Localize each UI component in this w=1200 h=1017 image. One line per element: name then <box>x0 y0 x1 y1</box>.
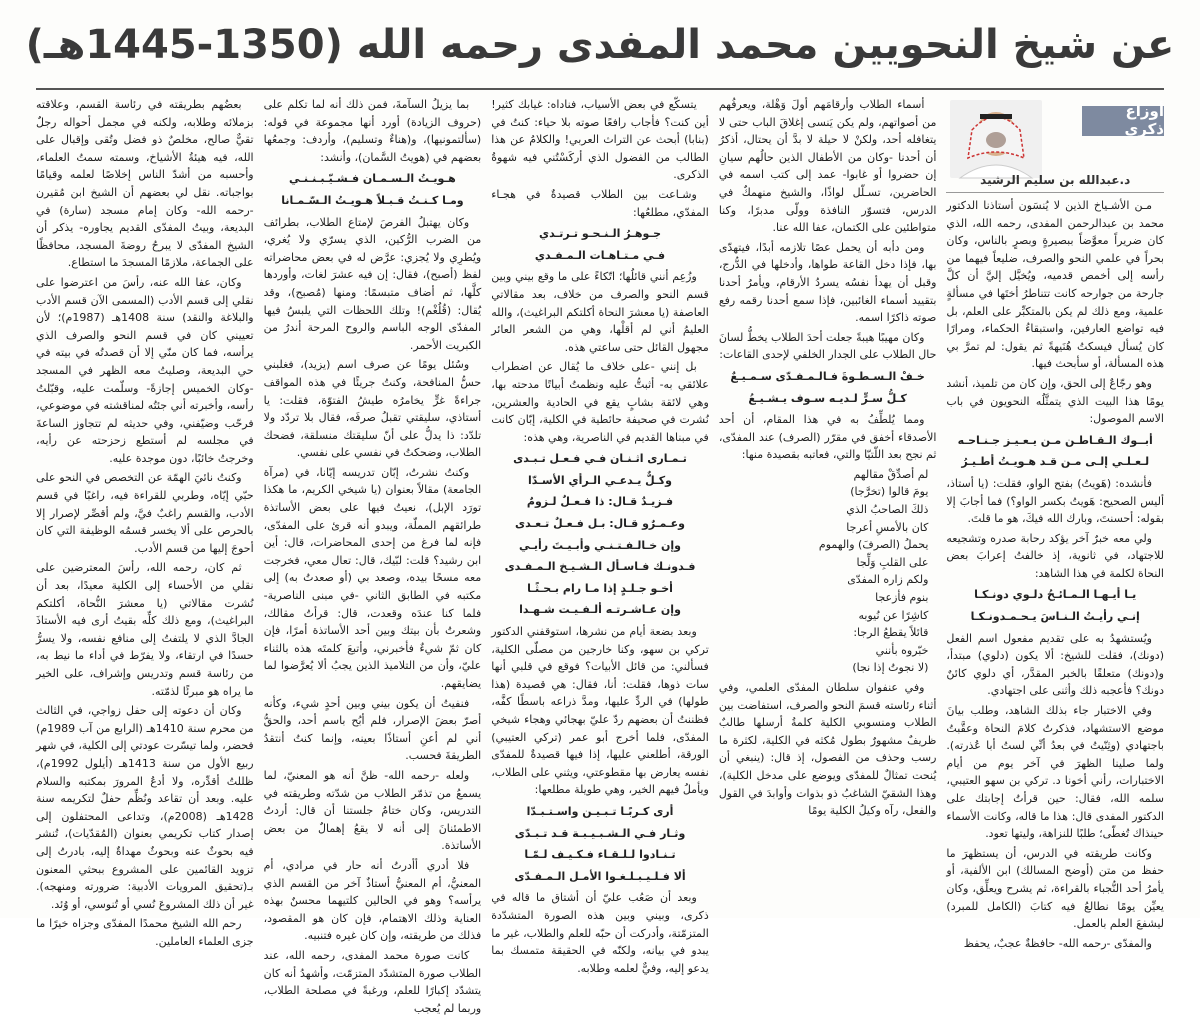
paragraph: مـن الأشـياخ الذين لا يُنسَون أستاذنا الدكتور محمد بن عبدالرحمن المفدى، رحمه الله، الذي كان ضريراً معوَّضاً ببصيرةٍ وبصرٍ بالناس، وكان بحراً في علمي النحو والصرف، ضليعاً فيهما من رأسه إلى أخمص قدميه، ويُخيَّل إليَّ أن كلَّ جارحة من جوارحه كانت تتناطرُ أختَها في مسألةٍ علمية، ومع ذلك لم يكن بالمتكبِّر على العلم، بل فيه تواضع العارفين، واستبقاءُ الحكماء، ومرارًا كان يُسأل فيسكتُ هُنَيهةً ثم يقول: لم تمرَّ بي هذه المسألة، أو سأبحث فيها. <box>946 199 1164 371</box>
verse-line: تـنـادوا لـلـقـاء فـكـيـف لـمّـا <box>524 848 676 862</box>
paragraph: وفي الاختبار جاء بذلك الشاهد، وطلب بيانَ موضع الاستشهاد، فذكرتُ كلامَ النحاة وعقَّبتُ باجتهادي (وثِنّيتُ في بعدُ أنِّي لستُ أبا عُذرته). ولما صلينا الظهرَ في آخر يوم من أيام الاختبارات، رأني أخونا د. تركي بن سهو العتيبي، سلمه الله، فقال: حين قرأتُ إجابتك على الدكتور المفدى قال: هذا ما قاله، وكانت الأسماء حينذاك تُغطّى؛ طلبًا للنزاهة، وليتها تعود. <box>946 704 1164 841</box>
paragraph: ومما يُلطِّفُ به في هذا المقام، أن أحد الأصدقاء أخفق في مقرّر (الصرف) عند المفدّى، ثم نجح بعد اللّتيّا والتي، فعاتبه بقصيدة منها: <box>718 413 937 462</box>
poem-line: كاشِرًا عن نُيوبه <box>858 608 929 622</box>
author-box <box>946 96 1164 193</box>
paragraph: وكان، عفا الله عنه، رأسَ من اعترضوا على نقلي إلى قسم الأدب (المسمى الآن قسم الأدب والبلاغة والنقد) سنة 1408هـ (1987م)؛ لأن تعييني كان في قسم النحو والصرف الذي يرأسه، فما كان منّي إلا أن قصدتُه في بيته في حي البديعة، وصليتُ معه الظهر في المسجد -وكان الخميس إجازةً- وسلّمت عليه، وقبّلتُ رأسه، وأخبرته أني جئتُه لمناقشته في موضوعي، فرحّب وضيّفني، وفي حديثه لم تتجاوز الساعةَ في مجلسه لم أستطع زحزحته عن رأيه، وخرجتُ خائبًا، دون موجدة عليه. <box>36 275 254 465</box>
column-5 <box>36 96 254 948</box>
paragraph: فلا أدري أأدرتُ أنه حار في مرادي، أم المعنيُّ، أم المعنيُّ أستاذٌ آخر من القسم الذي يرأسه؟ وهو في الحالين كلتيهما محسنٌ بهذه العناية وذلك الاهتمام، فإن كان هو المقصود، فذلك من طريقته، وإن كان غيره فتنبيه. <box>263 858 482 943</box>
paragraph: وفي عنفوان سلطان المفدّى العلمي، وفي أثناء رئاسته قسمَ النحو والصرف، استفاضت بين الطلاب ومنسوبي الكلية كلمةُ أرسلها طالبٌ ظريفٌ مشهورٌ بطول مُكثه في الكلية، لكثرة ما رسب وحذف من الفصول، إذ قال: (ينبغي أن يُنحت تمثالٌ للمفدّى ويوضع على مدخل الكلية)، وهذا الشقيّ الشاغبُ ذو بذوات وأوابدَ في القول والفعل، رآه وكيلُ الكلية يومًا <box>718 681 937 818</box>
column-label: أوزاع ذكرى <box>1082 106 1164 136</box>
poem <box>727 466 929 677</box>
paragraph: وبعد بضعة أيام من نشرها، استوقفني الدكتور تركي بن سهو، وكنا خارجين من مصلّى الكلية، فسألني: من قائل الأبيات؟ فوقع في قلبي أنها سات ذوها، فقلت: أنا، فقال: هي قصيدة (هذا طولها) في الردِّ عليها، ومدَّ ذراعه باسطًا كفَّه، فظننتُ أن بعضهم ردّ عليّ بهجائي وهجاء شيخي المفدّى، فلما أخرج أبو عمر (تركي العتيبي) الورقة، أطلعني عليها، إذا فيها قصيدةٌ للمفدّى نفسه يعارض بها مقطوعتي، ويثني على الطلاب، ويأملُ فيهم الخير، وهي طويلة مطلعها: <box>491 625 709 797</box>
paragraph: وهو رجّاعٌ إلى الحق، وإن كان من تلميذ، أنشد يومًا هذا البيت الذي يتمثَّلُه النحويون في باب الاسم الموصول: <box>946 376 1164 426</box>
poem-line: بنوم فأزعجا <box>875 591 929 605</box>
poem-line: ذلكَ الصاحبُ الذي <box>846 503 929 517</box>
headline-rule <box>36 88 1164 90</box>
paragraph: بما يزيلُ السآمةَ، فمن ذلك أنه لما تكلم على (حروف الزيادة) أورد أنها مجموعة في قوله: (سألتمونيها)، و(هناءٌ وتسليم)، وأردف: وجمعُها بعضهم في (هويتُ السَّمان)، وأنشد: <box>263 98 482 164</box>
headline: عن شيخ النحويين محمد المفدى رحمه الله (1350-1445هـ) <box>25 22 1175 68</box>
verse-line: ألا فـلـيـبـلـغـوا الأمـل الـمـفـدّى <box>514 869 686 883</box>
verse-line: خـفْ الـسـطـوةَ فـالـمـفـدّى سـمـيـعٌ <box>730 369 925 383</box>
paragraph: يتسكّع في بعض الأسياب، فناداه: غيابك كثير! أين كنت؟ فأجاب رافعًا صوته بلا حياء: كنتُ في (بنابا) أبحث عن التراث العربي! والكلامُ عن هذا الطالب من الفضول الذي أركَسْتُني فيه شهوةُ الذكرى. <box>491 98 709 182</box>
paragraph: ولعله -رحمه الله- ظنَّ أنه هو المعنيّ، لما يسمعُ من تذمّر الطلاب من شدّته وطريقته في التدريس، وكان ختامُ جلستنا أن قال: أردتُ الاطمئنانَ إلى أنه لا يقعُ إهمالٌ من بعض الأساتذة. <box>263 768 482 853</box>
verse-line: وثـار فـي الـشـبـيـبـة قـد تـبـدّى <box>514 826 686 840</box>
column-2 <box>719 96 937 910</box>
column-1 <box>946 96 1164 950</box>
column-3 <box>491 96 709 975</box>
verse-line: ومـا كـنـتُ قـبـلاً هـويـتُ الـسّـمـانا <box>281 193 464 207</box>
paragraph: وبعد أن صَعُب عليّ أن أشتاق ما قاله في ذكرى، وبيني وبين هذه الصورة المتشدّدة المتزمّتة، وأدركت أن حبّه للعلم والطلاب، غير ما يبدو في بيانه، ولكنّه في الحقيقة متمسك بما يدعو إليه، وفيٌّ لعلمه وطلابه. <box>491 891 709 975</box>
verse-line: وإن عـاشـرتـه ألـفـيـت شـهـدا <box>519 603 681 617</box>
verse-line: أخـو جـلـدٍ إذا مـا رام بـحـثًـا <box>527 581 673 595</box>
column-1-text <box>946 197 1164 952</box>
paragraph: فنفيتُ أن يكون بيني وبين أحدٍ شيء، وكأنه أصرّ بعضَ الإصرار، فلم أبُح باسم أحد، والحقُّ أني لم أعنِ أستاذًا بعينه، وإنما كنتُ أنتقدُ الطريقةَ فحسب. <box>263 696 482 763</box>
verse-line: فـدونـك فـاسـأل الـشـيـخ الـمـفـدى <box>504 560 696 574</box>
verse-line: أبــوك الـقـاطـن مـن يـعـيـز جـنـاحـه <box>957 433 1153 447</box>
author-portrait <box>950 100 1042 178</box>
poem-line: قائلاً يقطعُ الرجا: <box>853 626 929 640</box>
verse-line: فـزيـدٌ قـال: ذا فـعـلٌ لـزومٌ <box>526 495 674 509</box>
poem-line: كان بالأمسِ أعرجا <box>846 520 929 534</box>
poem-line: خبّروه بأنني <box>875 643 929 657</box>
poem-line: ولكم زاره المفدّى <box>847 573 929 587</box>
verse-line: هـويـتُ الـسـمـان فـشـيّـبـنـنـي <box>289 172 456 186</box>
verse-line: جـوهـرُ الـنـحـو تـرتـدي <box>539 227 662 241</box>
verse-line: تـمـارى اثـنـان فـي فـعـل تـبـدى <box>513 452 687 466</box>
paragraph: كانت صورة محمد المفدى، رحمه الله، عند الطلاب صورة المتشدّد المتزمّت، وأشهدُ أنه كان يتشدّد إكبارًا للعلم، ورغبةً في مصلحة الطلاب، وربما لم يُعجب <box>263 948 482 1015</box>
poem-line: لم أصدِّقْ مقالهم <box>853 467 929 481</box>
paragraph: وشـاعت بين الطلاب قصيدةٌ في هجـاء المفدّي، مطلعُها: <box>491 187 709 219</box>
paragraph: وزُعِم أنني قائلُها؛ اتّكاءً على ما وقع بيني وبين قسم النحو والصرف من خلاف، بعد مقالاتي العاصفة (يا معشرَ النحاة أكلتكم البراغيث)، والله العليمُ أني لم أقلْها، وهي من الشعر العائر مجهول القائل حتى ساعتي هذه. <box>491 270 709 354</box>
paragraph: ومن دأبه أن يحمل عصًا تلازمه أبدًا، فيتهدّى بها، فإذا دخل القاعة طواها، وأدخلها في الدُّرج، وقبل أن يهدأ نفسُه يسردُ الأرقام، ويأمرُ أحدنا بتقييد أسماء الغائبين، فإذا سمع أحدنا رقمه رفع صوته ذاكرًا اسمه. <box>718 240 937 325</box>
paragraph: وكان مهيبًا هيبةً جعلت أحدَ الطلاب يخطُّ لسانَ حال الطلاب على الجدار الخلفي لإحدى القاعات: <box>718 330 937 362</box>
author-photo-icon <box>950 100 1042 178</box>
paragraph: ويُستشهدُ به على تقديم مفعول اسم الفعل (دونك)، فقلت للشيخ: ألا يكون (دلوي) مبتدأ، و(دونك) متعلقًا بالخبر المقدَّر، أي دلوي كائنٌ دونك؟ فأعجبه ذلك وأثنى على اجتهادي. <box>946 631 1164 698</box>
paragraph: وسُئل يومًا عن صرف اسم (يزيد)، فغلبني حسُّ المنافحة، وكنتُ جريئًا في هذه المواقف جراءةً غرٍّ يخامرُه طيشُ الفتوّة، فقلت: يا أستاذي، سليقتي تقبلُ صرفَه، فقال بلا تردّد ولا تلدّد: ذا يدلُّ على أنّ سليقتك منسلقة، فضحك الطلاب، وضحكتُ في نفسي على نفسي. <box>263 358 482 460</box>
paragraph: وكانت طريقته في الدرس، أن يستظهرَ ما حفظ من متن (أوضح المسالك) ابن الألفية، أو يأمرُ أحد النُّجباء بالقراءة، ثم يشرح ويعلِّق، وكان يعيِّن يومًا نطالعُ فيه كتابَ (الكامل للمبرد) ليشفعَ العلم بالعمل. <box>946 846 1164 931</box>
paragraph: بعضُهم بطريقته في رئاسة القسم، وعلاقته بزملائه وطلابه، ولكنه في مجمل أحواله رجلٌ تقيٌّ صالح، مخلصٌ ذو فضل وتُقى وإقبال على الله، فيه هيئةُ الأشياخ، وسمته سمتُ العلماء، وأحسبه من أشدّ الناس إخلاصًا لعلمه وقيامًا بواجباته. نقل لي بعضهم أن الشيخ ابن مُقيرن -رحمه الله- وكان إمام مسجد (سارة) في البديعة، وبيتُ المفدّى القديم يجاوره- يذكر أن الشيخ المفدّى لا يبرحُ روضةَ المسجد، محافظًا على الجماعة، ملازمًا المسجدَ ما استطاع. <box>36 98 254 270</box>
paragraph: وكان أن دعوته إلى حفل زواجي، في الثالث من محرم سنة 1410هـ (الرابع من آب 1989م) فحضر، ولما تيسّرت عودتي إلى الكلية، في شهر ربيع الأول من سنة 1413هـ (أيلول 1992م)، ظللتُ أقدِّره، ولا أدعُ المرورَ بمكتبه والسلام عليه. وبعد أن تقاعد ونُظِّم حفلٌ لتكريمه سنة 1428هـ (2008م)، وتداعى المحتفلون إلى إصدار كتاب تكريمي بعنوان (المُقدّيات)، تُنشر فيه بحوثٌ عنه وبحوثٌ مهداةٌ إليه، بادرتُ إلى تزويد القائمين على المشروع ببحثي المعنون بـ(تحقيق المرويات الأدبية: ضرورته ومنهجه). غير أن ذلك المشروعَ نُسي أو تُنوسي، أو وُئد. <box>36 704 254 911</box>
paragraph: وكان يهتبلُ الفرصَ لإمتاع الطلاب، بطرائف من الضرب الرُّكين، الذي يسرّي ولا يُغري، ويُطرِي ولا يُجزي: عرَّض له في بعض محاضراته لفظ (أصبح)، فقال: إن فيه عشرَ لغات، وأوردها كلَّها، ثم أضاف متبسمًا: ومنها (مُصبح)، وقد يُقال: (قُلُغْم)! وتلك اللحظات التي يلبسُ فيها المفدّى الوجه الباسم والروح المرحة أندرُ من الكبريت الأحمر. <box>263 215 482 352</box>
verse-line: إنـي رأيـتُ الـنـاسَ يـحـمـدونـكـا <box>970 610 1140 624</box>
paragraph: رحم الله الشيخ محمدًا المفدّى وجزاه خيرًا ما جزى العلماء العاملين. <box>36 917 254 948</box>
verse-line: وعـمـرٌو قـال: بـل فـعـلٌ تـعـدى <box>514 517 686 531</box>
paragraph: ثم كان، رحمه الله، رأسَ المعترضين على نقلي من الأحساء إلى الكلية معيدًا، بعد أن نُشرت مقالاتي (يا معشرَ النُّحاة، أكلتكم البراغيث)، ومع ذلك كلِّه بقيتُ أرى فيه الأستاذَ الجادَّ الذي لا يلتفتُ إلى منافع نفسه، ولا يسرُّ حسدًا في ارتقاء، ولا يفرّط في أداء ما نيط به، من رئاسة قسم وتدريس وإشراف، على الخير ما يراه هو مبرئًا لذمّته. <box>36 561 254 698</box>
verse-line: لـعـلـي إلـى مـن قـد هـويـتُ أطـيـرُ <box>961 455 1150 469</box>
paragraph: وكنتُ نائيَ الهمّة عن التخصص في النحو على حبّي إيّاه، وطربي للقراءة فيه، راغبًا في قسم الأدب، والقسم راغبٌ فيَّ، ولم أقصِّر لإصرار إلا بالحرص على ألا يخسر قسمُه الوظيفة التي كان أحوجَ إليها من قسم الأدب. <box>36 471 254 555</box>
author-name: د.عبدالله بن سليم الرشيد <box>980 173 1131 188</box>
poem-line: يومَ قالوا (تخرَّجا) <box>850 485 929 499</box>
paragraph: وكنتُ نشرتُ، إبّان تدريسه إيّانا، في (مرآة الجامعة) مقالاً بعنوان (يا شيخي الكريم، ما هكذا تورَد الإبل)، نعيتُ فيها على بعض الأساتذة طرائقهم المملّة، ويبدو أنه قرئ على المفدّى، فإنه لما فرغ من إحدى المحاضرات، قال: أين ابن رشيد؟ قلت: لبّيك، قال: تعال معي، فخرجت معه مسحًا بيده، وصعد بي (أو صعدتُ به) إلى مكتبه في الطابق الثاني -في مبنى الناصرية- فلما كنا عندَه وقعدت، قال: قرأتُ مقالك، وشعرتُ بأن بيتك وبين أحد الأساتذة أمرًا، فإن كان ثمّ شيءٌ فأخبرني، وأتبعَ كلمتَه هذه بالثناء عليّ، وأن من التلاميذ الذين يجبُ ألا يُعرَّضوا لما يضايقهم. <box>263 465 482 690</box>
column-4 <box>263 96 482 1015</box>
paragraph: ولي معه خبرٌ آخر يؤكد رحابة صدره وتشجيعه للاجتهاد، في ثانوية، إذ خالفتُ إعرابَ بعض النحاة لكلمة في هذا الشاهد: <box>946 531 1164 580</box>
verse-line: وكـلٌّ يـدعـي الـرأي الأسـدّا <box>528 473 672 487</box>
poem-line: على القلبِ وَلِّجا <box>856 555 929 569</box>
paragraph: أسماء الطلاب وأرقامَهم أولَ وَهْلة، ويعرفُهم من أصواتهم، ولم يكن يَنسى إغلاقَ الباب حتى لا يتغافله أحد، ولكنْ لا حيلة لا بدَّ أن يحتال، أذكرُ أن أحدنا -وكان من الأطفال الذين حالُهم سيانِ إن حضروا أو غابوا- عمد إلى كتب اسمه في الحاضرين، تسـلّل لواذًا، والشيخ منهمكٌ في الدرس، فتسوّر النافذة وولّى مدبرًا، وكنا متواطئين على الكتمان، عفا الله عنا. <box>718 98 937 235</box>
verse-line: كـلُّ سـرٍّ لـديـه سـوف يـشـيـعُ <box>748 391 907 405</box>
poem-line: (لا نجوتُ إذا نجا) <box>852 661 929 675</box>
paragraph: فأنشده: (هَويتُ) بفتح الواو، فقلت: (يا أستاذ، أليس الصحيح: هَويتُ بكسر الواو؟) فما أجابَ إلا بقوله: أحسنتَ، وبارك الله فيكَ، هو ما قلتَ. <box>946 476 1164 526</box>
verse-line: فـي مـتـاهـات الـمـفـدي <box>534 248 666 262</box>
verse-line: أرى كـربًـا تـبـيـن واسـتـبـدّا <box>526 804 674 818</box>
article-columns <box>36 96 1164 1015</box>
verse-line: وإن خـالـفـتـنـي وأبـيـتَ رأيـي <box>519 538 682 552</box>
paragraph: بل إنني -على خلاف ما يُقال عن اضطراب علائقي به- أثبتُّ عليه ونظمتُ أبياتًا مدحته بها، وهي لائقة بشابٍ يقع في الحادية والعشرين، نُشرت في صحيفة حائطية في الكلية، إبّان كانت في مبناها القديم في الناصرية، وهي هذه: <box>491 360 709 444</box>
poem-line: يحملُ (الصرفَ) والهموم <box>818 538 929 552</box>
paragraph: والمفدّى -رحمه الله- حافظةٌ عجبٌ، يحفظ <box>963 936 1152 950</box>
verse-line: يـا أيـهـا الـمـائـحُ دلـوي دونـكـا <box>974 588 1137 602</box>
